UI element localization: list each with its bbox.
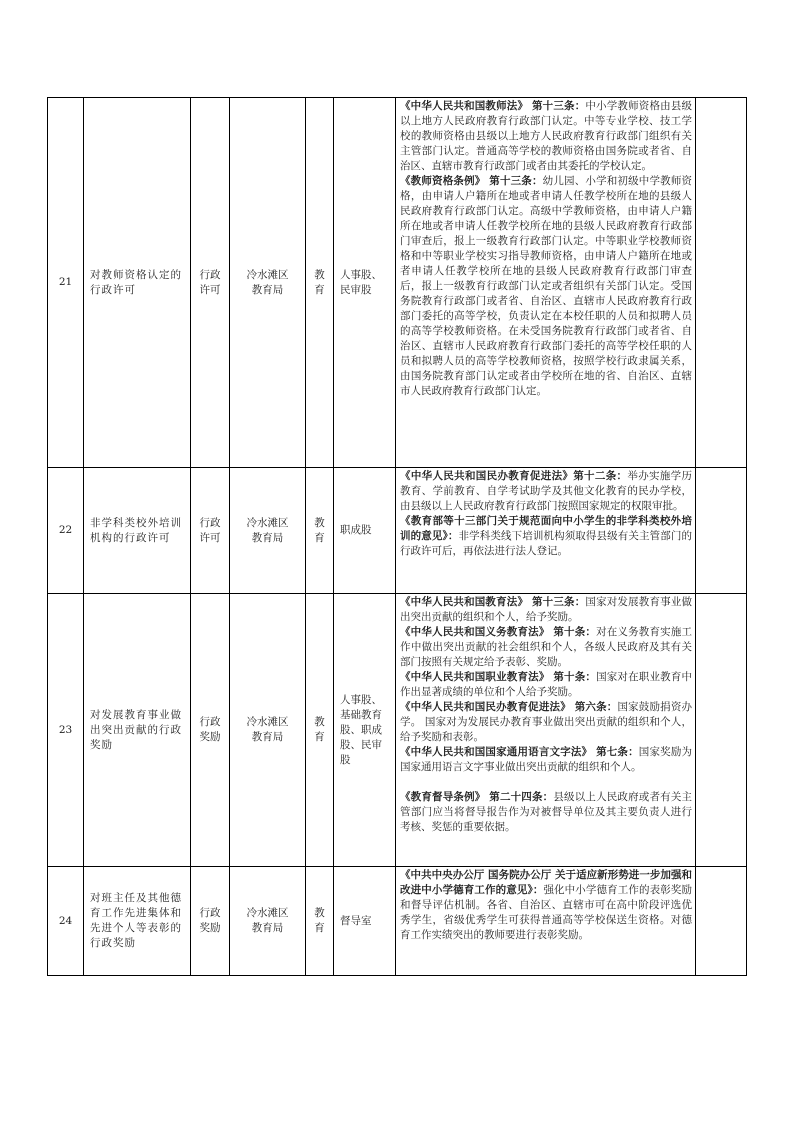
department: 冷水滩区 教育局 <box>230 867 306 976</box>
power-list-table <box>47 97 747 976</box>
category: 教育 <box>306 867 334 976</box>
legal-clause: 《教育督导条例》 第二十四条：县级以上人民政府或者有关主管部门应当将督导报告作为对被督导单位及其主要负责人进行考核、奖惩的重要依据。 <box>400 791 693 833</box>
legal-clause: 《中共中央办公厅 国务院办公厅 关于适应新形势进一步加强和改进中小学德育工作的意见》：强化中小学德育工作的表彰奖励和督导评估机制。各省、自治区、直辖市可在高中阶段评选优秀学生，省级优秀学生可获得普通高等学校保送生资格。对德育工作实绩突出的教师要进行表彰奖励。 <box>400 869 693 941</box>
row-number: 21 <box>48 98 84 468</box>
legal-basis <box>396 594 696 867</box>
legal-basis <box>396 98 696 468</box>
legal-clause: 《教师资格条例》 第十三条：幼儿园、小学和初级中学教师资格，由申请人户籍所在地或者申请人任教学校所在地的县级人民政府教育行政部门认定。高级中学教师资格，由申请人户籍所在地或者申请人任教学校所在地的县级人民政府教育行政部门审查后，报上一级教育行政部门认定。中等职业学校教师资格和中等职业学校实习指导教师资格，由申请人户籍所在地或者申请人任教学校所在地的县级人民政府教育行政部门审查后，报上一级教育行政部门认定或者组织有关部门认定。受国务院教育行政部门或者省、自治区、直辖市人民政府教育行政部门委托的高等学校，负责认定在本校任职的人员和拟聘人员的高等学校教师资格。在未受国务院教育行政部门或者省、自治区、直辖市人民政府教育行政部门委托的高等学校任职的人员和拟聘人员的高等学校教师资格，按照学校行政隶属关系，由国务院教育部门认定或者由学校所在地的省、自治区、直辖市人民政府教育行政部门认定。 <box>400 175 693 397</box>
remarks-cell <box>696 468 747 594</box>
legal-clause: 《中华人民共和国职业教育法》 第十条：国家对在职业教育中作出显著成绩的单位和个人给予奖励。 <box>400 671 693 698</box>
row-number: 24 <box>48 867 84 976</box>
legal-clause: 《中华人民共和国国家通用语言文字法》 第七条：国家奖励为国家通用语言文字事业做出突出贡献的组织和个人。 <box>400 746 692 773</box>
power-type: 行政 许可 <box>191 98 230 468</box>
department: 冷水滩区 教育局 <box>230 98 306 468</box>
item-name: 对发展教育事业做出突出贡献的行政奖励 <box>84 594 191 867</box>
table-row <box>48 468 747 594</box>
remarks-cell <box>696 98 747 468</box>
legal-clause: 《教育部等十三部门关于规范面向中小学生的非学科类校外培训的意见》：非学科类线下培训机构须取得县级有关主管部门的行政许可后，再依法进行法人登记。 <box>400 515 693 557</box>
responsible-office: 人事股、民审股 <box>334 98 396 468</box>
remarks-cell <box>696 867 747 976</box>
blank-line <box>400 775 692 790</box>
item-name: 对教师资格认定的行政许可 <box>84 98 191 468</box>
power-type: 行政 奖励 <box>191 867 230 976</box>
department: 冷水滩区 教育局 <box>230 468 306 594</box>
legal-clause: 《中华人民共和国民办教育促进法》第十二条：举办实施学历教育、学前教育、自学考试助学及其他文化教育的民办学校，由县级以上人民政府教育行政部门按照国家规定的权限审批。 <box>400 470 693 512</box>
legal-clause: 《中华人民共和国教师法》 第十三条：中小学教师资格由县级以上地方人民政府教育行政部门认定。中等专业学校、技工学校的教师资格由县级以上地方人民政府教育行政部门组织有关主管部门认定。普通高等学校的教师资格由国务院或者省、自治区、直辖市教育行政部门或者由其委托的学校认定。 <box>400 100 693 172</box>
responsible-office: 督导室 <box>334 867 396 976</box>
legal-clause: 《中华人民共和国义务教育法》 第十条：对在义务教育实施工作中做出突出贡献的社会组织和个人，各级人民政府及其有关部门按照有关规定给予表彰、奖励。 <box>400 626 693 668</box>
legal-clause: 《中华人民共和国民办教育促进法》 第六条：国家鼓励捐资办学。 国家对为发展民办教育事业做出突出贡献的组织和个人，给予奖励和表彰。 <box>400 701 693 743</box>
legal-clause: 《中华人民共和国教育法》 第十三条：国家对发展教育事业做出突出贡献的组织和个人，给予奖励。 <box>400 596 693 623</box>
department: 冷水滩区 教育局 <box>230 594 306 867</box>
legal-basis <box>396 468 696 594</box>
table-row <box>48 867 747 976</box>
item-name: 非学科类校外培训机构的行政许可 <box>84 468 191 594</box>
power-type: 行政 许可 <box>191 468 230 594</box>
row-number: 23 <box>48 594 84 867</box>
table-row <box>48 98 747 468</box>
category: 教育 <box>306 594 334 867</box>
category: 教育 <box>306 98 334 468</box>
power-type: 行政 奖励 <box>191 594 230 867</box>
responsible-office: 人事股、基础教育股、职成股、民审股 <box>334 594 396 867</box>
responsible-office: 职成股 <box>334 468 396 594</box>
category: 教育 <box>306 468 334 594</box>
legal-basis <box>396 867 696 976</box>
row-number: 22 <box>48 468 84 594</box>
table-row <box>48 594 747 867</box>
item-name: 对班主任及其他德育工作先进集体和先进个人等表彰的行政奖励 <box>84 867 191 976</box>
remarks-cell <box>696 594 747 867</box>
